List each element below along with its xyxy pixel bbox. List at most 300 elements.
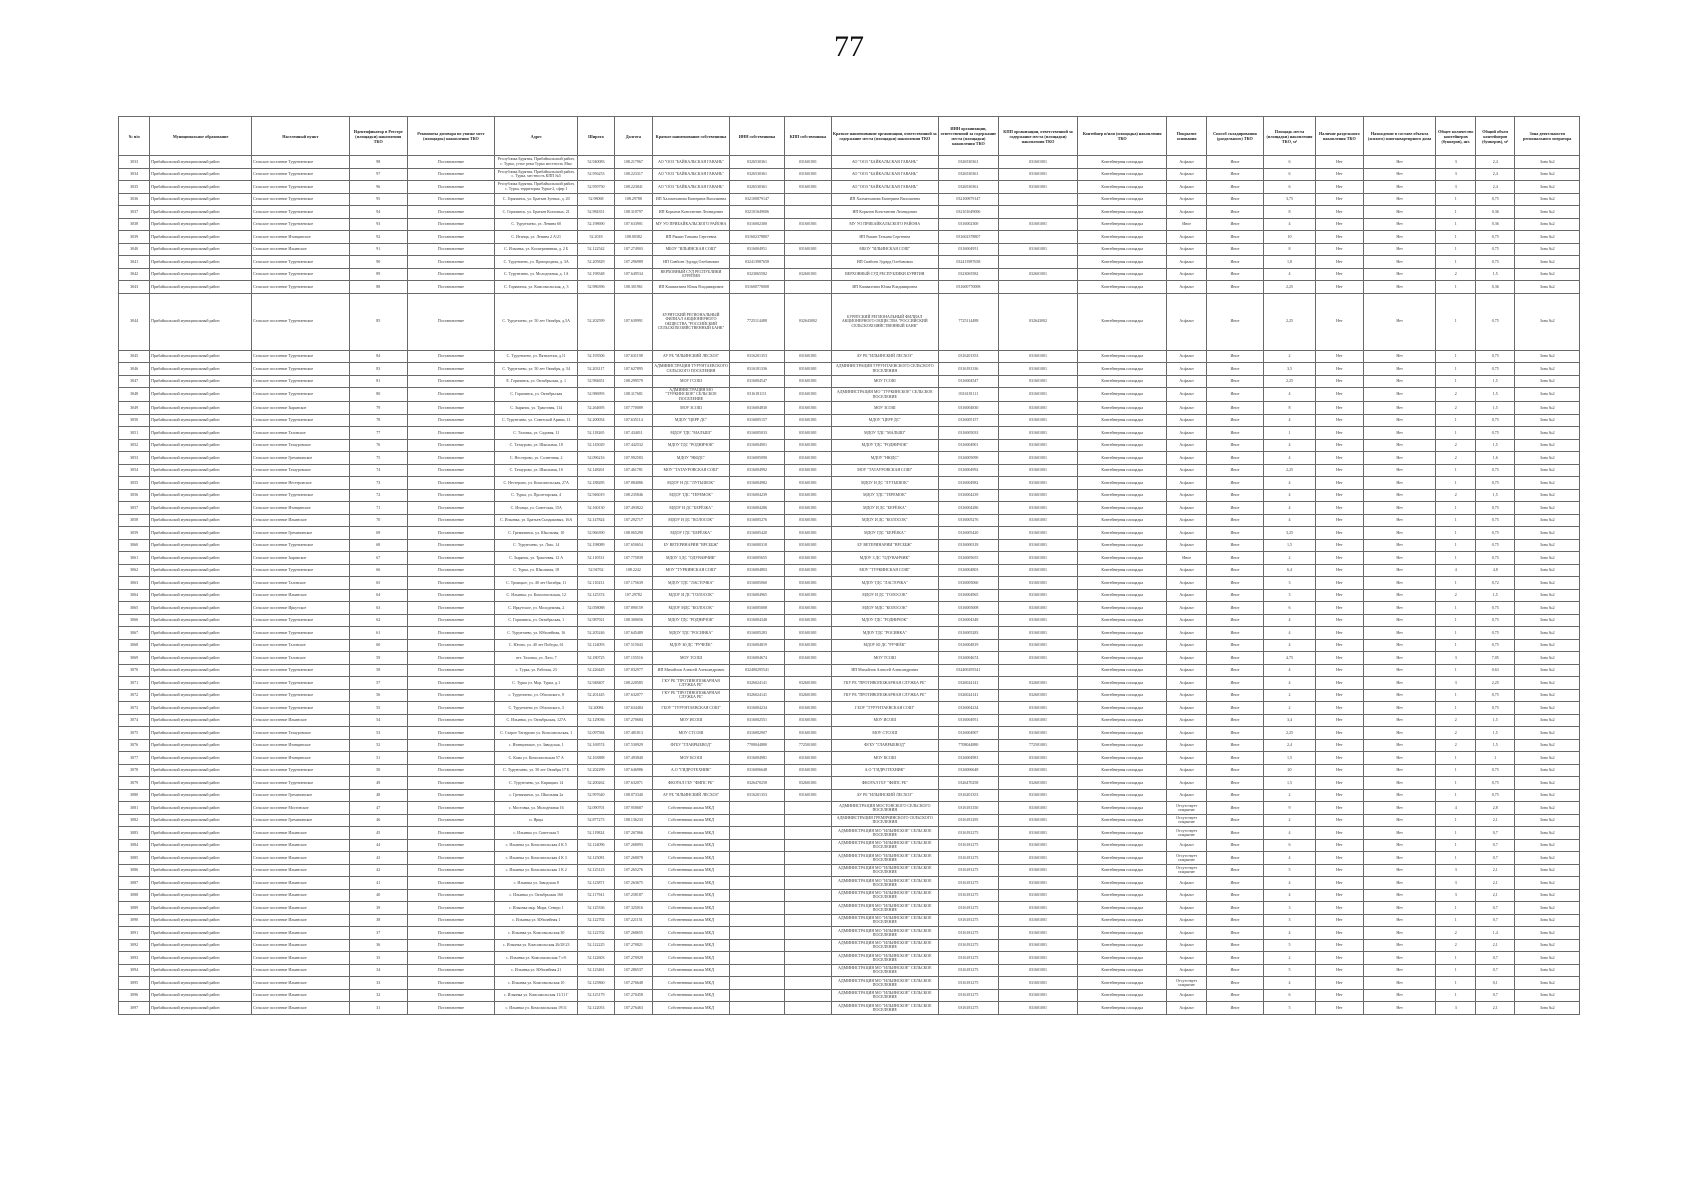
table-cell: 4 bbox=[1264, 388, 1316, 402]
table-cell: Прибайкальский муниципальный район bbox=[150, 614, 252, 627]
table-cell: 107.175639 bbox=[614, 577, 652, 590]
table-cell bbox=[729, 877, 784, 890]
table-cell: 0,75 bbox=[1475, 789, 1514, 802]
table-cell: Нет bbox=[1363, 877, 1436, 890]
table-cell: 0316181111 bbox=[729, 388, 784, 402]
table-cell: Нет bbox=[1363, 789, 1436, 802]
table-cell: Зона №2 bbox=[1515, 206, 1580, 219]
table-cell: 69 bbox=[349, 527, 407, 540]
table-row bbox=[119, 764, 1580, 777]
table-cell: 52.122542 bbox=[578, 243, 614, 256]
table-cell: 0316201353 bbox=[729, 350, 784, 363]
table-cell: Контейнерная площадка bbox=[1078, 664, 1167, 677]
table-cell: 50 bbox=[349, 764, 407, 777]
table-cell: 34 bbox=[349, 964, 407, 977]
table-cell: 95 bbox=[349, 193, 407, 206]
table-cell: Постановление bbox=[407, 764, 494, 777]
table-cell: 4 bbox=[1264, 827, 1316, 840]
table-cell: 031601001 bbox=[999, 489, 1078, 502]
table-cell: 52.193506 bbox=[578, 350, 614, 363]
table-cell: Контейнерная площадка bbox=[1078, 764, 1167, 777]
table-cell: Зона №2 bbox=[1515, 464, 1580, 477]
table-cell: Иное bbox=[1206, 539, 1263, 552]
table-cell: 0,7 bbox=[1475, 952, 1514, 965]
table-cell: Республика Бурятия, Прибайкальский район, с. Турка, территория Турка-2, сфер 1 bbox=[495, 181, 578, 194]
table-cell: Зона №2 bbox=[1515, 350, 1580, 363]
table-cell: 3040 bbox=[119, 243, 150, 256]
table-cell: Постановление bbox=[407, 564, 494, 577]
table-cell: Постановление bbox=[407, 181, 494, 194]
table-cell: Иное bbox=[1206, 652, 1263, 665]
table-cell: 3088 bbox=[119, 889, 150, 902]
table-cell: с. Итанцинское, ул. Заводская, 1 bbox=[495, 739, 578, 752]
table-cell: Зона №2 bbox=[1515, 293, 1580, 350]
table-cell: 4 bbox=[1436, 802, 1475, 815]
table-cell: с. Ильинка ул. Комсомольская 4 К 3 bbox=[495, 852, 578, 865]
table-cell: Контейнерная площадка bbox=[1078, 218, 1167, 231]
table-cell: 107.950687 bbox=[614, 802, 652, 815]
table-cell: 1,5 bbox=[1475, 489, 1514, 502]
table-cell: Постановление bbox=[407, 156, 494, 169]
table-cell: 0316181275 bbox=[938, 914, 998, 927]
table-cell: 52.125374 bbox=[578, 589, 614, 602]
table-cell: 4 bbox=[1264, 439, 1316, 452]
table-cell: Зона №2 bbox=[1515, 802, 1580, 815]
table-cell: 33 bbox=[349, 977, 407, 990]
table-cell: Сельское поселение Турунтаевское bbox=[252, 702, 350, 715]
table-cell: Нет bbox=[1315, 702, 1363, 715]
table-cell: 031601001 bbox=[785, 789, 832, 802]
table-row bbox=[119, 789, 1580, 802]
table-row bbox=[119, 281, 1580, 294]
table-cell: МДОУ ТДС "ЛАСТОЧКА" bbox=[831, 577, 938, 590]
table-cell: Контейнерная площадка bbox=[1078, 752, 1167, 765]
table-cell: Иное bbox=[1206, 914, 1263, 927]
table-cell: Иное bbox=[1206, 614, 1263, 627]
table-cell: 2 bbox=[1436, 589, 1475, 602]
table-cell: Собственники жилья МКД bbox=[653, 902, 730, 915]
table-row bbox=[119, 243, 1580, 256]
table-cell: МДОУ ТДС "ТЕРЕМОК" bbox=[831, 489, 938, 502]
table-cell: Контейнерная площадка bbox=[1078, 864, 1167, 877]
table-cell: 3070 bbox=[119, 664, 150, 677]
table-cell: Собственники жилья МКД bbox=[653, 989, 730, 1002]
table-cell: Постановление bbox=[407, 639, 494, 652]
column-header: Покрытие основания bbox=[1167, 117, 1206, 156]
table-cell: Отсутствует покрытие bbox=[1167, 977, 1206, 990]
table-cell: 3 bbox=[1436, 156, 1475, 169]
table-cell: Сельское поселение Ильинское bbox=[252, 589, 350, 602]
table-cell: 52.124096 bbox=[578, 839, 614, 852]
table-cell: 031601001 bbox=[785, 614, 832, 627]
table-cell: Прибайкальский муниципальный район bbox=[150, 827, 252, 840]
table-cell: Прибайкальский муниципальный район bbox=[150, 852, 252, 865]
table-cell: с. Ильинка ул. Юбилейная 1 bbox=[495, 914, 578, 927]
table-cell: 67 bbox=[349, 552, 407, 565]
table-cell: 3095 bbox=[119, 977, 150, 990]
table-cell: 38 bbox=[349, 914, 407, 927]
table-cell: АО "ООЗ "БАЙКАЛЬСКАЯ ГАВАНЬ" bbox=[653, 168, 730, 181]
table-row bbox=[119, 489, 1580, 502]
table-cell: Нет bbox=[1363, 363, 1436, 376]
table-cell: Асфальт bbox=[1167, 256, 1206, 269]
table-cell: 0316005283 bbox=[938, 627, 998, 640]
table-cell: с. Ильинка ул. Комсомольская 10 bbox=[495, 977, 578, 990]
table-cell: Асфальт bbox=[1167, 939, 1206, 952]
table-cell: МОУ ЗСОШ bbox=[653, 402, 730, 415]
table-cell: 0316181275 bbox=[938, 952, 998, 965]
table-cell: Нет bbox=[1315, 939, 1363, 952]
table-cell: 0316181275 bbox=[938, 989, 998, 1002]
table-cell: 52.122603 bbox=[578, 952, 614, 965]
table-cell: ИП Кашвахтина Юлия Владимировна bbox=[653, 281, 730, 294]
table-cell: Иное bbox=[1206, 714, 1263, 727]
column-header: Реквизиты договора по увязке мест (площадок) накопления ТКО bbox=[407, 117, 494, 156]
table-cell: 3082 bbox=[119, 814, 150, 827]
table-cell: Иное bbox=[1206, 752, 1263, 765]
table-cell: Сельское поселение Турунтаевское bbox=[252, 156, 350, 169]
table-cell: 52.948407 bbox=[578, 677, 614, 690]
table-cell: 031601001 bbox=[785, 350, 832, 363]
table-cell: 52.203117 bbox=[578, 363, 614, 376]
table-cell: АО "ООЗ "БАЙКАЛЬСКАЯ ГАВАНЬ" bbox=[831, 168, 938, 181]
table-cell: 0,75 bbox=[1475, 427, 1514, 440]
table-cell: 0,75 bbox=[1475, 539, 1514, 552]
table-cell: 0316181275 bbox=[938, 827, 998, 840]
table-cell: Асфальт bbox=[1167, 243, 1206, 256]
table-cell: Нет bbox=[1363, 464, 1436, 477]
table-cell: Зона №2 bbox=[1515, 181, 1580, 194]
table-cell: 0316005060 bbox=[938, 577, 998, 590]
table-cell: Нет bbox=[1363, 218, 1436, 231]
table-cell: 71 bbox=[349, 502, 407, 515]
table-cell: 2,1 bbox=[1475, 864, 1514, 877]
table-cell: Контейнерная площадка bbox=[1078, 939, 1167, 952]
table-cell: С. Ильинка, ул. Братьев Сыздыковых, 16А bbox=[495, 514, 578, 527]
table-cell: 0,75 bbox=[1475, 193, 1514, 206]
table-cell: 52.200262 bbox=[578, 777, 614, 790]
table-cell: Постановление bbox=[407, 852, 494, 865]
table-cell bbox=[999, 281, 1078, 294]
table-cell: Зона №2 bbox=[1515, 193, 1580, 206]
table-cell bbox=[785, 193, 832, 206]
table-cell: 107.270821 bbox=[614, 939, 652, 952]
table-cell: 031601001 bbox=[785, 181, 832, 194]
table-cell: Отсутствует покрытие bbox=[1167, 827, 1206, 840]
table-cell: 10 bbox=[1264, 231, 1316, 244]
table-cell: Зона №2 bbox=[1515, 927, 1580, 940]
table-cell: с. Ильинка ул. Комсомольская 4 К 5 bbox=[495, 839, 578, 852]
table-cell: Собственники жилья МКД bbox=[653, 839, 730, 852]
table-cell: 58 bbox=[349, 664, 407, 677]
table-cell: Иное bbox=[1206, 527, 1263, 540]
table-cell: 94 bbox=[349, 206, 407, 219]
table-cell: с. Турка, ул. Рабочая, 23 bbox=[495, 664, 578, 677]
table-cell: Зона №2 bbox=[1515, 852, 1580, 865]
table-cell: 3 bbox=[1436, 181, 1475, 194]
table-cell: Прибайкальский муниципальный район bbox=[150, 627, 252, 640]
table-cell: Контейнерная площадка bbox=[1078, 614, 1167, 627]
table-cell: Асфальт bbox=[1167, 539, 1206, 552]
table-cell: Нет bbox=[1363, 156, 1436, 169]
table-cell: Прибайкальский муниципальный район bbox=[150, 218, 252, 231]
table-cell: С. Турунтаево, ул. Ленина 60 bbox=[495, 218, 578, 231]
table-cell: Сельское поселение Ильинское bbox=[252, 964, 350, 977]
table-cell: 0326530361 bbox=[729, 181, 784, 194]
table-cell: 80 bbox=[349, 388, 407, 402]
table-cell: 52.984351 bbox=[578, 206, 614, 219]
table-cell: 52.145029 bbox=[578, 439, 614, 452]
table-cell: Прибайкальский муниципальный район bbox=[150, 814, 252, 827]
table-cell: Прибайкальский муниципальный район bbox=[150, 477, 252, 490]
table-cell: Нет bbox=[1315, 989, 1363, 1002]
table-cell: МДОУ З ДС "ОДУВАНЧИК" bbox=[653, 552, 730, 565]
table-cell: 107.639991 bbox=[614, 293, 652, 350]
table-cell: Зона №2 bbox=[1515, 552, 1580, 565]
table-cell: 031601001 bbox=[785, 639, 832, 652]
table-cell: Постановление bbox=[407, 664, 494, 677]
table-cell: Иное bbox=[1206, 193, 1263, 206]
table-cell: Контейнерная площадка bbox=[1078, 689, 1167, 702]
table-cell: Асфальт bbox=[1167, 714, 1206, 727]
table-cell bbox=[785, 952, 832, 965]
table-cell: 3036 bbox=[119, 193, 150, 206]
table-cell: Асфальт bbox=[1167, 489, 1206, 502]
table-cell: 0316181275 bbox=[938, 839, 998, 852]
table-cell: Нет bbox=[1315, 388, 1363, 402]
table-cell: 0,75 bbox=[1475, 502, 1514, 515]
table-cell: Иное bbox=[1206, 218, 1263, 231]
table-cell: Прибайкальский муниципальный район bbox=[150, 402, 252, 415]
table-cell: 107.770089 bbox=[614, 402, 652, 415]
table-cell: 3093 bbox=[119, 952, 150, 965]
table-cell: АДМИНИСТРАЦИЯ МО "ИЛЬИНСКОЕ" СЕЛЬСКОЕ ПОСЕЛЕНИЕ bbox=[831, 877, 938, 890]
table-cell: 0316181275 bbox=[938, 889, 998, 902]
table-cell: 108.310797 bbox=[614, 206, 652, 219]
table-row bbox=[119, 627, 1580, 640]
table-cell: 2 bbox=[1436, 739, 1475, 752]
table-cell: Прибайкальский муниципальный район bbox=[150, 739, 252, 752]
table-cell: Зона №2 bbox=[1515, 602, 1580, 615]
table-cell: 3,5 bbox=[1264, 363, 1316, 376]
table-cell: 1 bbox=[1436, 689, 1475, 702]
table-cell: Зона №2 bbox=[1515, 989, 1580, 1002]
table-cell: МОУ "ТУРКИНСКАЯ СОШ" bbox=[831, 564, 938, 577]
table-cell: ГКУ РБ "ПРОТИВОПОЖАРНАЯ СЛУЖБА РБ" bbox=[831, 689, 938, 702]
table-cell: Асфальт bbox=[1167, 363, 1206, 376]
table-cell: Асфальт bbox=[1167, 268, 1206, 281]
table-cell: МОУ ИСОШ bbox=[831, 714, 938, 727]
table-cell: МДОУ И ДС "БЕРЁЗКА" bbox=[653, 502, 730, 515]
table-cell: 2,25 bbox=[1264, 293, 1316, 350]
table-cell: АДМИНИСТРАЦИЯ МО "ИЛЬИНСКОЕ" СЕЛЬСКОЕ ПОСЕЛЕНИЕ bbox=[831, 914, 938, 927]
table-cell: 2,4 bbox=[1475, 156, 1514, 169]
table-cell: Сельское поселение Турунтаевское bbox=[252, 764, 350, 777]
table-cell: Иное bbox=[1206, 489, 1263, 502]
table-cell: 1,5 bbox=[1264, 777, 1316, 790]
table-cell: 6,4 bbox=[1264, 564, 1316, 577]
table-row bbox=[119, 564, 1580, 577]
table-cell: 1 bbox=[1436, 914, 1475, 927]
table-cell: 75 bbox=[349, 452, 407, 465]
table-cell: Нет bbox=[1315, 889, 1363, 902]
column-header: Общее количество контейнеров (бункеров), шт. bbox=[1436, 117, 1475, 156]
table-cell: 78 bbox=[349, 414, 407, 427]
table-cell: Зона №2 bbox=[1515, 514, 1580, 527]
table-cell: 107.325016 bbox=[614, 902, 652, 915]
table-cell bbox=[729, 889, 784, 902]
table-cell: 2,1 bbox=[1475, 877, 1514, 890]
column-header: Широта bbox=[578, 117, 614, 156]
table-cell: 031601001 bbox=[785, 218, 832, 231]
table-cell: С. Старое Татаурово ул. Комсомольская, 1 bbox=[495, 727, 578, 740]
table-cell: Нет bbox=[1315, 489, 1363, 502]
table-cell: Нет bbox=[1363, 839, 1436, 852]
table-cell: Постановление bbox=[407, 439, 494, 452]
table-cell: Контейнерная площадка bbox=[1078, 168, 1167, 181]
table-cell: 107.270929 bbox=[614, 952, 652, 965]
table-cell: 39 bbox=[349, 902, 407, 915]
table-cell: Постановление bbox=[407, 256, 494, 269]
column-header: Адрес bbox=[495, 117, 578, 156]
table-cell: 031601001 bbox=[999, 877, 1078, 890]
table-cell: 1 bbox=[1436, 193, 1475, 206]
table-cell: 108.235846 bbox=[614, 489, 652, 502]
table-cell: 52.118265 bbox=[578, 427, 614, 440]
table-cell: С. Гремячинск, ул. Школьная, 10 bbox=[495, 527, 578, 540]
table-cell: 2,8 bbox=[1475, 802, 1514, 815]
table-cell: Нет bbox=[1363, 564, 1436, 577]
table-cell: Иное bbox=[1206, 388, 1263, 402]
table-cell: Постановление bbox=[407, 464, 494, 477]
table-cell bbox=[999, 206, 1078, 219]
table-row bbox=[119, 727, 1580, 740]
table-cell: Зона №2 bbox=[1515, 939, 1580, 952]
table-row bbox=[119, 689, 1580, 702]
table-cell: ИП Кашвахтина Юлия Владимировна bbox=[831, 281, 938, 294]
table-cell: 108.136233 bbox=[614, 814, 652, 827]
table-cell: п. Ярцы bbox=[495, 814, 578, 827]
table-cell: С. Турунтаево, ул. 50 лет Октября 17 Б bbox=[495, 764, 578, 777]
table-cell: 031601001 bbox=[999, 514, 1078, 527]
table-cell: 032601001 bbox=[785, 689, 832, 702]
table-cell: Нет bbox=[1315, 350, 1363, 363]
table-cell: 45 bbox=[349, 827, 407, 840]
table-cell: Постановление bbox=[407, 989, 494, 1002]
table-cell: Иное bbox=[1206, 156, 1263, 169]
table-cell bbox=[785, 877, 832, 890]
table-cell: Нет bbox=[1363, 388, 1436, 402]
table-cell bbox=[729, 814, 784, 827]
column-header: Площадь места (площадки) накопления ТКО, м² bbox=[1264, 117, 1316, 156]
table-cell: АДМИНИСТРАЦИЯ ТУРУНТАЕВСКОГО СЕЛЬСКОГО ПОСЕЛЕНИЯ bbox=[653, 363, 730, 376]
table-cell: 031602378807 bbox=[938, 231, 998, 244]
table-cell: Зона №2 bbox=[1515, 839, 1580, 852]
table-cell: Иное bbox=[1206, 602, 1263, 615]
table-cell: 032400295541 bbox=[938, 664, 998, 677]
table-cell: 772501001 bbox=[785, 739, 832, 752]
table-cell: 032601001 bbox=[999, 268, 1078, 281]
table-cell: 0316181275 bbox=[938, 1002, 998, 1015]
table-cell: 0,7 bbox=[1475, 852, 1514, 865]
table-cell: 0316181275 bbox=[938, 877, 998, 890]
table-cell: Иное bbox=[1206, 552, 1263, 565]
table-cell: Постановление bbox=[407, 877, 494, 890]
table-cell: Сельское поселение Ильинское bbox=[252, 1002, 350, 1015]
table-cell: 032601001 bbox=[999, 689, 1078, 702]
table-cell: Асфальт bbox=[1167, 402, 1206, 415]
table-cell: Иное bbox=[1206, 777, 1263, 790]
table-cell: с. Ильинка ул. Комсомольская 7 г/б bbox=[495, 952, 578, 965]
table-cell: Асфальт bbox=[1167, 589, 1206, 602]
table-cell: 52.226445 bbox=[578, 664, 614, 677]
table-row bbox=[119, 168, 1580, 181]
table-cell: 108.223317 bbox=[614, 168, 652, 181]
table-cell: Прибайкальский муниципальный район bbox=[150, 168, 252, 181]
table-cell: 0,7 bbox=[1475, 827, 1514, 840]
table-cell: 031601001 bbox=[785, 502, 832, 515]
table-cell: 0316181275 bbox=[938, 927, 998, 940]
table-cell: Зона №2 bbox=[1515, 427, 1580, 440]
table-cell: 107.276648 bbox=[614, 977, 652, 990]
table-cell: Нет bbox=[1363, 527, 1436, 540]
table-cell: Сельское поселение Турунтаевское bbox=[252, 363, 350, 376]
table-cell: Сельское поселение Итанцинское bbox=[252, 231, 350, 244]
table-cell: 107.530929 bbox=[614, 739, 652, 752]
table-cell: 1,5 bbox=[1264, 752, 1316, 765]
table-cell: Сельское поселение Таловское bbox=[252, 577, 350, 590]
table-cell: Контейнерная площадка bbox=[1078, 927, 1167, 940]
table-cell: МОУ КСОШ bbox=[831, 752, 938, 765]
table-cell: 1 bbox=[1436, 627, 1475, 640]
table-cell: с. Ильинка ул. Октябрьская 16б bbox=[495, 889, 578, 902]
table-cell: 031601001 bbox=[785, 714, 832, 727]
table-cell: 107.646986 bbox=[614, 764, 652, 777]
table-cell: 0316005090 bbox=[729, 452, 784, 465]
table-cell: 031601001 bbox=[999, 527, 1078, 540]
table-cell: Зона №2 bbox=[1515, 363, 1580, 376]
table-cell: 031601001 bbox=[999, 789, 1078, 802]
table-cell: 52.202599 bbox=[578, 293, 614, 350]
table-row bbox=[119, 614, 1580, 627]
table-cell: 3056 bbox=[119, 489, 150, 502]
table-cell: Сельское поселение Турунтаевское bbox=[252, 677, 350, 690]
table-cell: 1 bbox=[1436, 350, 1475, 363]
table-cell: АУ РБ "ИЛЬИНСКИЙ ЛЕСХОЗ" bbox=[653, 789, 730, 802]
table-cell: МДОУ Н ДС "ЛУТЫШОК" bbox=[653, 477, 730, 490]
table-cell: 3 bbox=[1436, 677, 1475, 690]
table-cell: 8 bbox=[1264, 402, 1316, 415]
table-cell: 031601001 bbox=[785, 464, 832, 477]
table-cell: 031601001 bbox=[785, 477, 832, 490]
table-cell: Асфальт bbox=[1167, 414, 1206, 427]
table-cell: Иное bbox=[1206, 964, 1263, 977]
table-cell: 52.124093 bbox=[578, 639, 614, 652]
table-cell: 031601001 bbox=[999, 852, 1078, 865]
table-cell: Сельское поселение Турунтаевское bbox=[252, 388, 350, 402]
table-cell bbox=[729, 914, 784, 927]
table-cell: Иное bbox=[1206, 181, 1263, 194]
table-row bbox=[119, 218, 1580, 231]
table-cell: Иное bbox=[1206, 168, 1263, 181]
table-cell: АДМИНИСТРАЦИЯ МО "ИЛЬИНСКОЕ" СЕЛЬСКОЕ ПОСЕЛЕНИЕ bbox=[831, 839, 938, 852]
table-cell: Сельское поселение Турунтаевское bbox=[252, 414, 350, 427]
table-cell: 1 bbox=[1436, 777, 1475, 790]
table-cell: 47 bbox=[349, 802, 407, 815]
table-cell: 1 bbox=[1436, 764, 1475, 777]
table-cell: 52.123461 bbox=[578, 964, 614, 977]
table-cell: Нет bbox=[1315, 243, 1363, 256]
